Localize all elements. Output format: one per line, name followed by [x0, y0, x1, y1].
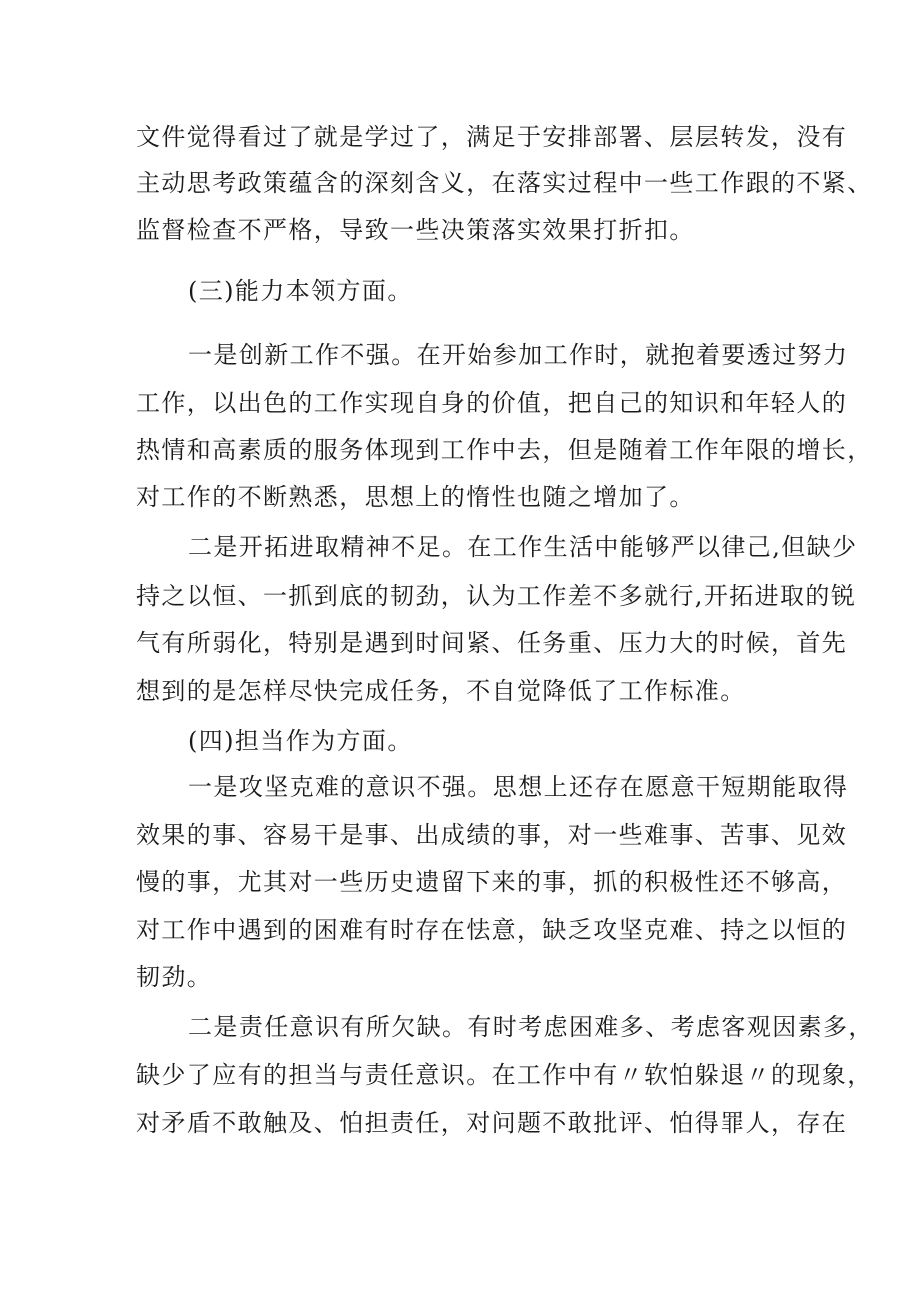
body-line: 工作，以出色的工作实现自身的价值，把自己的知识和年轻人的 [136, 389, 848, 417]
paragraph-first-line: 二是开拓进取精神不足。在工作生活中能够严以律己,但缺少 [188, 533, 858, 561]
body-line: 对矛盾不敢触及、怕担责任，对问题不敢批评、怕得罪人，存在 [136, 1109, 848, 1137]
section-heading-3: (三)能力本领方面。 [188, 277, 413, 305]
body-line: 想到的是怎样尽快完成任务，不自觉降低了工作标准。 [136, 677, 746, 705]
paragraph-first-line: 一是攻坚克难的意识不强。思想上还存在愿意干短期能取得 [188, 773, 849, 801]
body-line: 主动思考政策蕴含的深刻含义，在落实过程中一些工作跟的不紧、 [136, 169, 873, 197]
paragraph-first-line: 一是创新工作不强。在开始参加工作时，就抱着要透过努力 [188, 341, 849, 369]
body-line: 对工作中遇到的困难有时存在怯意，缺乏攻坚克难、持之以恒的 [136, 916, 848, 944]
body-line: 效果的事、容易干是事、出成绩的事，对一些难事、苦事、见效 [136, 821, 848, 849]
section-heading-4: (四)担当作为方面。 [188, 727, 413, 755]
body-line: 监督检查不严格，导致一些决策落实效果打折扣。 [136, 216, 695, 244]
body-line: 持之以恒、一抓到底的韧劲，认为工作差不多就行,开拓进取的锐 [136, 582, 857, 610]
body-line: 文件觉得看过了就是学过了，满足于安排部署、层层转发，没有 [136, 123, 848, 151]
body-line: 热情和高素质的服务体现到工作中去，但是随着工作年限的增长， [136, 436, 873, 464]
body-line: 对工作的不断熟悉，思想上的惰性也随之增加了。 [136, 483, 695, 511]
body-line: 慢的事，尤其对一些历史遗留下来的事，抓的积极性还不够高， [136, 868, 848, 896]
body-line: 气有所弱化，特别是遇到时间紧、任务重、压力大的时候，首先 [136, 629, 848, 657]
paragraph-first-line: 二是责任意识有所欠缺。有时考虑困难多、考虑客观因素多， [188, 1013, 874, 1041]
body-line: 韧劲。 [136, 963, 213, 991]
body-line: 缺少了应有的担当与责任意识。在工作中有〃软怕躲退〃的现象， [136, 1061, 873, 1089]
